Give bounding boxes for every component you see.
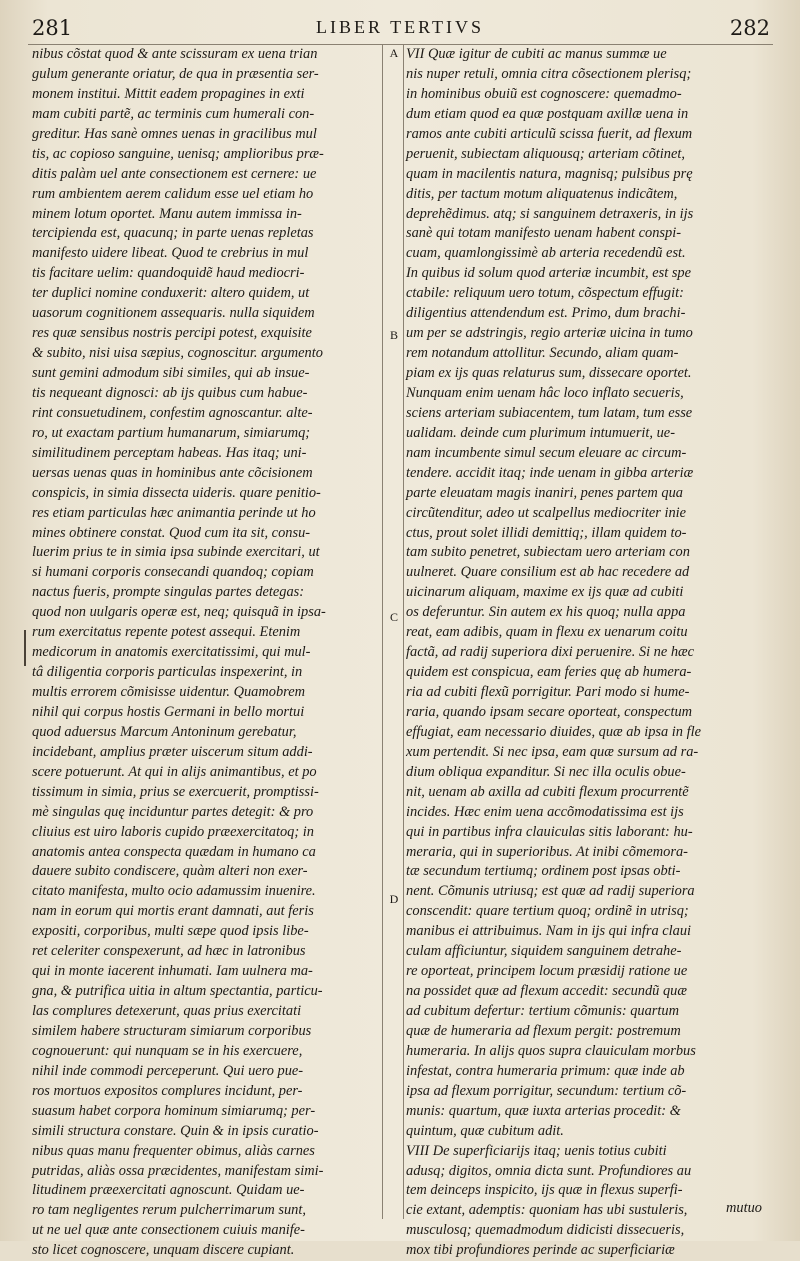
text-line: sanè qui totam manifesto uenam habent conspi- bbox=[406, 225, 681, 242]
text-line: manifesto uidere libeat. Quod te crebrius in mul bbox=[32, 245, 309, 262]
text-line: mam cubiti partẽ, ac terminis cum humerali con- bbox=[32, 105, 315, 122]
text-line: greditur. Has sanè omnes uenas in gracilibus mul bbox=[32, 125, 317, 142]
text-line: luerim prius te in simia ipsa subinde exercitari, ut bbox=[32, 544, 320, 561]
text-line: rum exercitatus repente potest assequi. Etenim bbox=[32, 624, 301, 641]
text-line: nit, uenam ab axilla ad cubiti flexum procurrentẽ bbox=[406, 783, 689, 800]
text-line: ditis, per tactum motum aliquatenus indicãtem, bbox=[406, 185, 678, 202]
text-line: incidebant, amplius præter uiscerum situm addi- bbox=[32, 743, 313, 760]
text-line: xum pertendit. Si nec ipsa, eam quæ sursum ad ra- bbox=[406, 743, 699, 760]
text-line: ter duplici nomine conduxerit: altero quidem, ut bbox=[32, 285, 310, 302]
text-line: monem institui. Mittit eadem propagines in exti bbox=[32, 85, 305, 102]
text-line: tendere. accidit itaq; inde uenam in gibba arteriæ bbox=[406, 464, 694, 481]
text-line: re oporteat, principem locum præsidij ratione ue bbox=[406, 963, 688, 980]
text-line: res quæ sensibus nostris percipi potest, exquisite bbox=[32, 325, 312, 342]
section-marker-a: A bbox=[389, 46, 399, 60]
text-line: tis nequeant dignosci: ab ijs quibus cum habue- bbox=[32, 384, 308, 401]
text-line: citato manifesta, multo ocio adamussim inuenire. bbox=[32, 883, 316, 900]
text-line: os deferuntur. Sin autem ex his quoq; nulla appa bbox=[406, 604, 686, 621]
text-line: quæ de humeraria ad flexum pergit: postremum bbox=[406, 1022, 681, 1039]
text-line: peruenit, subiectam aliquousq; arteriam cõtinet, bbox=[406, 145, 685, 162]
text-line: factã, ad radij superiora dixi peruenire. Si ne hæc bbox=[406, 644, 695, 661]
text-line: scere potuerunt. At qui in alijs animantibus, et po bbox=[32, 763, 317, 780]
text-line: mox tibi profundiores perinde ac superficiariæ bbox=[406, 1242, 675, 1259]
text-line: tissimum in simia, prius se exercuerit, promptissi- bbox=[32, 783, 319, 800]
text-line: tam subito penetret, subiectam uero arteriam con bbox=[406, 544, 690, 561]
text-line: conspicis, in simia dissecta uideris. quare penitio- bbox=[32, 484, 321, 501]
text-line: In quibus id solum quod arteriæ incumbit, est spe bbox=[406, 265, 692, 282]
text-line: ipsa ad flexum porrigitur, secundum: tertium cõ- bbox=[406, 1082, 687, 1099]
text-line: ad cubitum defertur: tertium cõmunis: quartum bbox=[406, 1003, 679, 1019]
text-line: res etiam particulas hæc animantia perinde ut ho bbox=[32, 504, 316, 521]
text-line: simili structura constare. Quin & in ipsis curatio- bbox=[32, 1122, 319, 1139]
catchword: mutuo bbox=[726, 1200, 762, 1216]
text-line: quod non uulgaris operæ est, neq; quisquã in ipsa- bbox=[32, 604, 326, 621]
text-line: ramos ante cubiti articulũ scissa fuerit, ad flexum bbox=[406, 125, 693, 142]
text-line: ria ad cubiti flexũ porrigitur. Pari modo si hume- bbox=[406, 684, 690, 700]
text-line: munis: quartum, quæ iuxta arterias procedit: & bbox=[406, 1102, 681, 1119]
text-line: culam afficiuntur, siquidem sanguinem detrahe- bbox=[406, 943, 682, 960]
text-line: quod aduersus Marcum Antoninum gerebatur, bbox=[32, 723, 297, 740]
text-line: nibus quas manu frequenter obimus, aliàs carnes bbox=[32, 1142, 315, 1159]
text-line: rint consuetudinem, confestim agnoscantur. alte- bbox=[32, 404, 313, 421]
text-line: dium obliqua expanditur. Si nec illa oculis obue- bbox=[406, 763, 686, 780]
text-line: piam ex ijs quas relaturus sum, dissecare oportet. bbox=[406, 365, 692, 381]
text-line: tercipienda est, quacunq; in parte uenas repletas bbox=[32, 225, 314, 242]
text-line: las complures detexerunt, quas prius exercitati bbox=[32, 1003, 302, 1019]
text-line: deprehẽdimus. atq; si sanguinem detraxeris, in ijs bbox=[406, 205, 694, 222]
text-line: parte eleuatam magis inaniri, penes partem qua bbox=[406, 484, 683, 501]
text-line: manibus ei attribuimus. Nam in ijs qui infra claui bbox=[406, 923, 692, 940]
text-line: nihil inde commodi perceperunt. Qui uero pue- bbox=[32, 1062, 304, 1079]
text-line: nihil qui corpus hostis Germani in bello mortui bbox=[32, 703, 305, 720]
text-line: qui in monte iacerent inhumati. Iam uulnera ma- bbox=[32, 963, 313, 980]
text-line: uersas uenas quas in hominibus ante cõcisionem bbox=[32, 464, 313, 481]
text-line: na possidet quæ ad flexum accedit: secundũ quæ bbox=[406, 983, 687, 1000]
text-line: nam incumbente simul secum eleuare ac circum- bbox=[406, 444, 687, 461]
text-line: effugiat, eam necessario diuides, quæ ab ipsa in fle bbox=[406, 723, 701, 740]
text-line: si humani corporis consecandi quandoq; copiam bbox=[32, 564, 314, 581]
left-text-column bbox=[32, 45, 378, 1261]
text-line: rum ambientem aerem calidum esse uel etiam ho bbox=[32, 185, 314, 202]
text-line: rem notandum attollitur. Secundo, aliam quam- bbox=[406, 345, 679, 362]
text-line: suasum habet corpora hominum simiarumq; per- bbox=[32, 1102, 316, 1119]
text-line: nibus cõstat quod & ante scissuram ex uena trian bbox=[32, 46, 318, 62]
right-text-column bbox=[406, 45, 772, 1261]
text-line: ditis palàm uel ante consectionem est cernere: ue bbox=[32, 165, 317, 182]
margin-annotation-stroke bbox=[24, 630, 26, 666]
text-line: qui in partibus infra clauiculas sitis laborant: hu- bbox=[406, 823, 693, 840]
column-rule-right bbox=[403, 44, 404, 1219]
text-line: cuam, quamlongissimè ab arteria recedendũ est. bbox=[406, 245, 686, 262]
text-line: reat, eam adibis, quam in flexu ex uenarum coitu bbox=[406, 624, 688, 641]
text-line: ret celeriter conspexerunt, ad hæc in latronibus bbox=[32, 943, 306, 960]
text-line: nam in eorum qui mortis erant damnati, aut feris bbox=[32, 903, 314, 920]
text-line: sciens arteriam subiacentem, tum latam, tum esse bbox=[406, 404, 693, 421]
page-number-right: 282 bbox=[729, 16, 770, 40]
text-line: incides. Hæc enim uena accõmodatissima est ijs bbox=[406, 803, 684, 820]
text-line: humeraria. In alijs quos supra clauiculam morbus bbox=[406, 1042, 696, 1059]
text-line: VII Quæ igitur de cubiti ac manus summæ ue bbox=[406, 46, 667, 62]
text-line: similem habere structuram simiarum corporibus bbox=[32, 1022, 312, 1039]
text-line: raria, quando ipsam secare oporteat, conspectum bbox=[406, 703, 693, 720]
text-line: in hominibus obuiũ est cognoscere: quemadmo- bbox=[406, 85, 682, 102]
text-line: uasorum cognitionem assequaris. nulla siquidem bbox=[32, 305, 315, 322]
text-line: musculosq; quemadmodum didicisti dissecueris, bbox=[406, 1222, 685, 1239]
text-line: ros mortuos expositos complures incidunt, per- bbox=[32, 1082, 303, 1099]
text-line: quidem est conspicua, eam feries quę ab humera- bbox=[406, 664, 692, 681]
text-line: cie extant, ademptis: quoniam has ubi sustuleris, bbox=[406, 1202, 688, 1219]
text-line: infestat, contra humeraria primum: quæ inde ab bbox=[406, 1062, 685, 1079]
text-line: adusq; digitos, omnia dicta sunt. Profundiores au bbox=[406, 1162, 692, 1179]
text-line: Nunquam enim uenam hâc loco inflato secueris, bbox=[406, 384, 684, 401]
text-line: meraria, qui in superioribus. At inibi cõmemora- bbox=[406, 843, 688, 860]
text-line: tis facitare uelim: quandoquidẽ haud mediocri- bbox=[32, 265, 305, 282]
text-line: tæ secundum tertiumq; ordinem post ipsas obti- bbox=[406, 863, 681, 880]
section-marker-b: B bbox=[389, 328, 398, 342]
text-line: ut ne uel quæ ante consectionem cuiuis manife- bbox=[32, 1222, 305, 1239]
text-line: diligentius attendendum est. Primo, dum brachi- bbox=[406, 305, 686, 322]
text-line: ctabile: reliquum uero totum, cõspectum effugit: bbox=[406, 285, 684, 302]
text-line: uicinarum aliquam, maxime ex ijs quæ ad cubiti bbox=[406, 584, 684, 601]
text-line: sunt gemini admodum sibi similes, qui ab insue- bbox=[32, 365, 310, 381]
text-line: nis nuper retuli, omnia citra cõsectionem plerisq; bbox=[406, 65, 692, 82]
text-line: VIII De superficiarijs itaq; uenis totius cubiti bbox=[406, 1142, 667, 1159]
text-line: minem lotum oportet. Manu autem immissa in- bbox=[32, 205, 302, 222]
text-line: anatomis antea conspecta quædam in humano ca bbox=[32, 843, 316, 860]
text-line: nactus fueris, prompte singulas partes detegas: bbox=[32, 584, 305, 601]
text-line: ro tam negligentes rerum pulcherrimarum sunt, bbox=[32, 1202, 306, 1219]
text-line: dum etiam quod ea quæ postquam axillæ uena in bbox=[406, 105, 689, 122]
text-line: gulum generante oriatur, de qua in præsentia ser- bbox=[32, 65, 319, 82]
text-line: similitudinem perceptam habeas. Has itaq; uni- bbox=[32, 444, 307, 461]
text-line: cliuius est uiro laboris cupido præexercitatoq; in bbox=[32, 823, 314, 840]
text-line: quintum, quæ cubitum adit. bbox=[406, 1122, 564, 1139]
text-line: ualidam. deinde cum plurimum intumuerit, ue- bbox=[406, 424, 675, 441]
text-line: nent. Cõmunis utriusq; est quæ ad radij superiora bbox=[406, 883, 695, 900]
text-line: litudinem præexercitati agnoscunt. Quidam ue- bbox=[32, 1182, 305, 1199]
text-line: conscendit: quare tertium quoq; ordinẽ in utrisq; bbox=[406, 903, 689, 920]
text-line: dauere subito condiscere, quàm alteri non exer- bbox=[32, 863, 308, 880]
running-header bbox=[0, 16, 800, 44]
text-line: gna, & putrifica uitia in altum spectantia, particu- bbox=[32, 983, 323, 1000]
text-line: mè singulas quę inciduntur partes detegit: & pro bbox=[32, 803, 314, 820]
text-line: sto licet cognoscere, unquam discere cupiant. bbox=[32, 1242, 295, 1259]
column-rule-left bbox=[382, 44, 383, 1219]
text-line: cognouerunt: qui nunquam se in his exercuere, bbox=[32, 1042, 303, 1059]
running-title: LIBER TERTIVS bbox=[315, 17, 485, 37]
page-number-left: 281 bbox=[32, 16, 73, 40]
text-line: expositi, corporibus, multi sæpe quod ipsis libe- bbox=[32, 923, 309, 940]
text-line: circũtenditur, adeo ut scalpellus mediocriter inie bbox=[406, 504, 687, 521]
text-line: ctus, prout solet illidi demittiq;, illam quidem to- bbox=[406, 524, 687, 541]
text-line: & subito, nisi uisa sæpius, cognoscitur. argumento bbox=[32, 345, 323, 362]
text-line: uulneret. Quare consilium est ab hac recedere ad bbox=[406, 564, 690, 581]
text-line: tis, ac copioso sanguine, uenisq; amplioribus præ- bbox=[32, 145, 324, 162]
text-line: um per se adstringis, regio arteriæ uicina in tumo bbox=[406, 325, 693, 342]
text-line: tâ diligentia corporis particulas inspexerint, in bbox=[32, 664, 303, 681]
text-line: putridas, aliàs ossa præcidentes, manifestam simi- bbox=[32, 1162, 324, 1179]
text-line: tem deinceps inspicito, ijs quæ in flexus superfi- bbox=[406, 1182, 683, 1199]
text-line: ro, ut exactam partium humanarum, simiarumq; bbox=[32, 424, 311, 441]
text-line: mines obtinere constat. Quod cum ita sit, consu- bbox=[32, 524, 311, 541]
text-line: quam in macilentis natura, magnisq; pulsibus prę bbox=[406, 165, 693, 182]
section-marker-c: C bbox=[389, 610, 398, 624]
section-marker-d: D bbox=[389, 892, 399, 906]
text-line: multis errorem cõmisisse uidentur. Quamobrem bbox=[32, 684, 306, 700]
text-line: medicorum in anatomis exercitatissimi, qui mul- bbox=[32, 644, 311, 661]
